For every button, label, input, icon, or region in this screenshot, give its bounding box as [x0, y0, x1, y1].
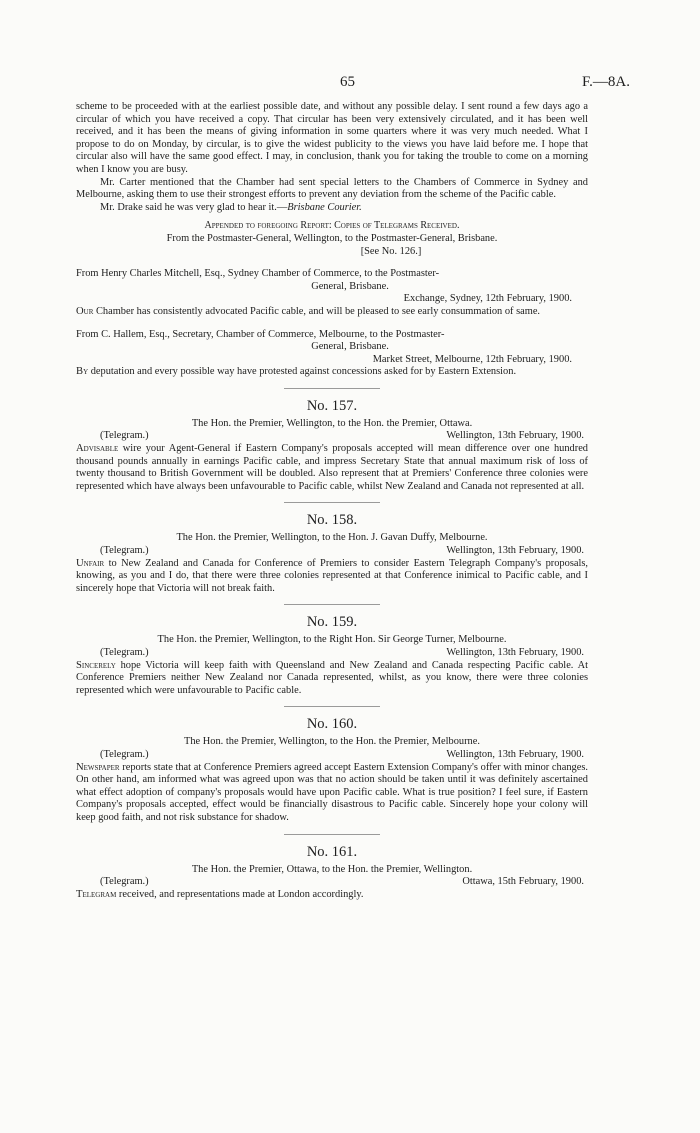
message-meta	[76, 647, 588, 660]
message-lead: Telegram	[76, 888, 117, 900]
section-separator	[284, 834, 380, 835]
message-text: to New Zealand and Canada for Conference of Premiers to consider Eastern Telegraph Company's proposals, knowing, as you and I do, that there were three colonies represented at that Conference inimical to Pacific cable, and I sincerely hope that Victoria will not break faith.	[76, 557, 588, 594]
message-kind: (Telegram.)	[100, 748, 149, 760]
section-separator	[284, 706, 380, 707]
message-text: reports state that at Conference Premiers agreed accept Eastern Extension Company's offer with minor changes. On other hand, am informed what was agreed upon was that no action should be taken until it was definitely ascertained what effect adoption of company's proposals would have upon Pacific cable. What is true position? I feel sure, if Eastern Company's proposals accepted, effect would be financially disastrous to Pacific cable. Sincerely hope your colony will keep good faith, and not risk substance for shadow.	[76, 761, 588, 823]
message-text: received, and representations made at London accordingly.	[116, 888, 364, 900]
message-body	[76, 443, 588, 493]
message-route: The Hon. the Premier, Wellington, to the Right Hon. Sir George Turner, Melbourne.	[157, 634, 507, 646]
see-reference: [See No. 126.]	[360, 245, 422, 257]
message-body	[76, 889, 588, 902]
hallem-from-cont: General, Brisbane.	[311, 341, 389, 353]
hallem-text: deputation and every possible way have protested against concessions asked for by Eastern Extension.	[88, 366, 517, 378]
hallem-lead: By	[76, 366, 89, 378]
message-kind: (Telegram.)	[100, 430, 149, 442]
telegram-message	[76, 502, 588, 595]
message-kind: (Telegram.)	[100, 647, 149, 658]
message-meta	[76, 749, 588, 762]
message-date: Wellington, 13th February, 1900.	[446, 545, 584, 557]
appended-from-line: From the Postmaster-General, Wellington, to the Postmaster-General, Brisbane.	[166, 232, 498, 244]
message-number: No. 158.	[306, 512, 358, 529]
message-number: No. 161.	[306, 843, 358, 860]
message-meta	[76, 876, 588, 889]
message-date: Wellington, 13th February, 1900.	[446, 748, 584, 760]
message-date: Wellington, 13th February, 1900.	[446, 647, 584, 658]
section-separator	[284, 502, 380, 503]
intro-paragraph-3	[76, 202, 588, 215]
intro-paragraph-1: scheme to be proceeded with at the earliest possible date, and without any possible delay. I sent round a few days ago a circular of which you have received a copy. That circular has been very extensively circulated, and it has been well received, and it has been the means of giving information in some quarters where it was very much needed. What I propose to do on Monday, by circular, is to give the widest publicity to the views you have laid before me. I hope that circular also will have the same good effect. I may, in conclusion, thank you for taking the trouble to come on a morning when I know you are busy.	[76, 101, 588, 175]
message-body	[76, 660, 588, 698]
hallem-from: From C. Hallem, Esq., Secretary, Chamber of Commerce, Melbourne, to the Postmaster-	[76, 328, 445, 340]
message-date: Wellington, 13th February, 1900.	[446, 430, 584, 442]
intro-paragraph-2: Mr. Carter mentioned that the Chamber had sent special letters to the Chambers of Commerce in Sydney and Melbourne, asking them to use their strongest efforts to prevent any deviation from the scheme of the Pacific cable.	[76, 176, 588, 201]
document-reference: F.—8A.	[582, 74, 630, 90]
mitchell-from-cont: General, Brisbane.	[311, 280, 389, 292]
page-body	[76, 101, 588, 901]
message-route: The Hon. the Premier, Ottawa, to the Hon. the Premier, Wellington.	[191, 863, 473, 875]
message-text: hope Victoria will keep faith with Queensland and New Zealand and Canada respecting Pacific cable. At Conference Premiers neither New Zealand nor Canada represented, whilst, as you know, there were three colonies represented which were unfavourable to Pacific cable.	[76, 659, 588, 696]
message-meta	[76, 545, 588, 558]
telegram-message	[76, 834, 588, 902]
telegram-message	[76, 388, 588, 494]
section-separator	[284, 604, 380, 605]
message-text: wire your Agent-General if Eastern Company's proposals accepted will mean difference over one hundred thousand pounds annually in earnings Pacific cable, and impress Secretary State that annual maximum risk of loss of twenty thousand to British Government will be doubled. Also represent that at Premiers' Conference three colonies were represented which have always been unfavourable to Pacific cable, whilst New Zealand and Canada not represented at all.	[76, 443, 588, 492]
message-meta	[76, 430, 588, 443]
hallem-date: Market Street, Melbourne, 12th February, 1900.	[372, 353, 572, 365]
message-date: Ottawa, 15th February, 1900.	[462, 876, 584, 888]
message-lead: Unfair	[76, 557, 105, 569]
page-number: 65	[340, 74, 355, 90]
hallem-body	[76, 366, 588, 379]
message-route: The Hon. the Premier, Wellington, to the Hon. J. Gavan Duffy, Melbourne.	[176, 532, 488, 544]
section-separator	[284, 388, 380, 389]
message-number: No. 160.	[306, 716, 358, 733]
telegram-message	[76, 706, 588, 824]
message-lead: Newspaper	[76, 761, 120, 773]
telegram-messages	[76, 388, 588, 901]
mitchell-from: From Henry Charles Mitchell, Esq., Sydney Chamber of Commerce, to the Postmaster-	[76, 268, 440, 280]
message-body	[76, 762, 588, 825]
message-number: No. 157.	[306, 397, 358, 414]
drake-remark: Mr. Drake said he was very glad to hear it.—	[100, 201, 288, 213]
message-kind: (Telegram.)	[100, 545, 149, 557]
message-kind: (Telegram.)	[100, 876, 149, 888]
message-route: The Hon. the Premier, Wellington, to the Hon. the Premier, Melbourne.	[184, 736, 480, 748]
mitchell-lead: Our	[76, 305, 94, 317]
appended-heading: Appended to foregoing Report: Copies of Telegrams Received.	[204, 220, 460, 232]
source-citation: Brisbane Courier.	[287, 201, 362, 213]
mitchell-date: Exchange, Sydney, 12th February, 1900.	[403, 293, 572, 305]
mitchell-text: Chamber has consistently advocated Pacific cable, and will be pleased to see early consummation of same.	[93, 305, 541, 317]
message-number: No. 159.	[306, 614, 358, 631]
message-lead: Sincerely	[76, 659, 116, 671]
message-route: The Hon. the Premier, Wellington, to the Hon. the Premier, Ottawa.	[191, 417, 473, 429]
message-body	[76, 558, 588, 596]
message-lead: Advisable	[76, 443, 119, 455]
mitchell-body	[76, 306, 588, 319]
telegram-message	[76, 604, 588, 697]
